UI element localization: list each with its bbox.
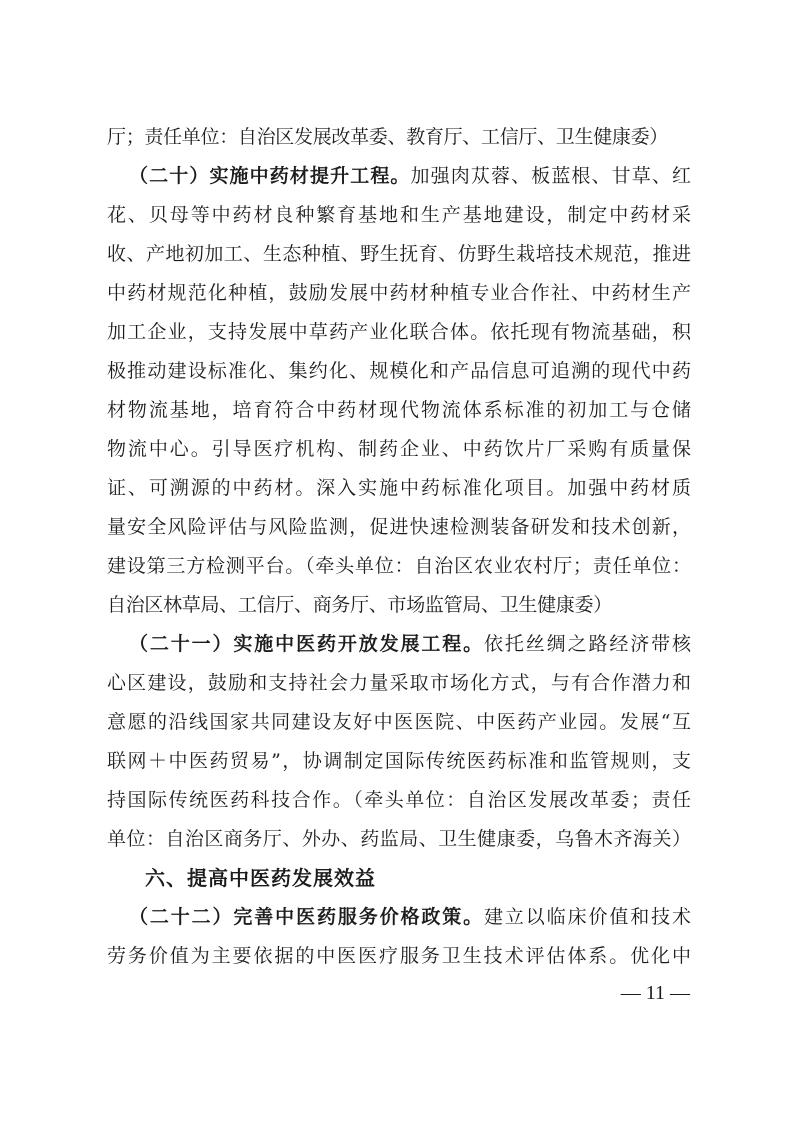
text-line: 加工企业，支持发展中草药产业化联合体。依托现有物流基础，积: [107, 321, 691, 343]
text-line: 心区建设，鼓励和支持社会力量采取市场化方式，与有合作潜力和: [107, 672, 691, 694]
text-line: 厅；责任单位：自治区发展改革委、教育厅、工信厅、卫生健康委）: [107, 126, 669, 148]
text-line: 物流中心。引导医疗机构、制药企业、中药饮片厂采购有质量保: [107, 438, 691, 460]
text-segment: 加强肉苁蓉、板蓝根、甘草、红: [410, 165, 691, 187]
text-line: 自治区林草局、工信厅、商务厅、市场监管局、卫生健康委）: [107, 594, 612, 616]
text-line: 中药材规范化种植，鼓励发展中药材种植专业合作社、中药材生产: [107, 282, 691, 304]
text-line: 材物流基地，培育符合中药材现代物流体系标准的初加工与仓储: [107, 399, 691, 421]
item-21-paragraph: [107, 625, 691, 859]
text-segment: 建立以临床价值和技术: [484, 906, 691, 928]
text-line: 花、贝母等中药材良种繁育基地和生产基地建设，制定中药材采: [107, 204, 691, 226]
text-line: 持国际传统医药科技合作。（牵头单位：自治区发展改革委；责任: [107, 789, 691, 811]
text-line: 联网＋中医药贸易”，协调制定国际传统医药标准和监管规则，支: [107, 750, 691, 772]
text-line: 意愿的沿线国家共同建设友好中医医院、中医药产业园。发展“互: [107, 711, 691, 733]
continuation-paragraph: [107, 118, 691, 157]
text-line: 劳务价值为主要依据的中医医疗服务卫生技术评估体系。优化中: [107, 945, 691, 967]
section-6-heading: 六、提高中医药发展效益: [145, 866, 376, 890]
text-line: 建设第三方检测平台。（牵头单位：自治区农业农村厅；责任单位：: [107, 555, 691, 577]
text-line: [107, 157, 691, 196]
item-22-paragraph: [107, 898, 691, 976]
text-line: 量安全风险评估与风险监测，促进快速检测装备研发和技术创新，: [107, 516, 691, 538]
text-line: 证、可溯源的中药材。深入实施中药标准化项目。加强中药材质: [107, 477, 691, 499]
text-segment: 依托丝绸之路经济带核: [484, 633, 691, 655]
text-line: [107, 625, 691, 664]
page-number: — 11 —: [620, 982, 690, 1004]
text-line: [107, 898, 691, 937]
text-line: 单位：自治区商务厅、外办、药监局、卫生健康委，乌鲁木齐海关）: [107, 828, 691, 850]
item-22-heading: （二十二）完善中医药服务价格政策。: [129, 906, 485, 928]
item-20-paragraph: [107, 157, 691, 625]
item-20-heading: （二十）实施中药材提升工程。: [129, 165, 411, 187]
item-21-heading: （二十一）实施中医药开放发展工程。: [129, 633, 485, 655]
text-line: 收、产地初加工、生态种植、野生抚育、仿野生栽培技术规范，推进: [107, 243, 691, 265]
document-body: [107, 118, 691, 976]
text-line: 极推动建设标准化、集约化、规模化和产品信息可追溯的现代中药: [107, 360, 691, 382]
